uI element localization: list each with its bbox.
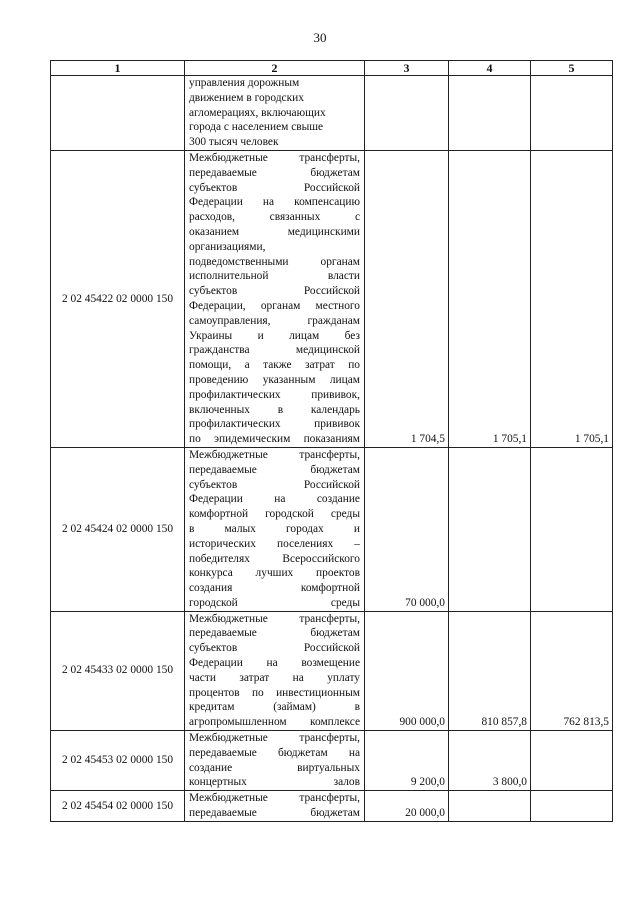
header-col-5: 5 — [531, 61, 613, 76]
description-line: создание виртуальных — [189, 761, 360, 774]
table-row — [51, 791, 613, 822]
description-line: субъектов Российской — [189, 478, 360, 491]
description — [185, 150, 365, 447]
description-line: Федерации на компенсацию — [189, 196, 360, 209]
description-line: конкурса лучших проектов — [189, 567, 360, 580]
description-line: победителях Всероссийского — [189, 552, 360, 565]
description-line: создания комфортной — [189, 582, 360, 595]
value-col-3: 70 000,0 — [365, 447, 449, 611]
description-line: Межбюджетные трансферты, — [189, 448, 360, 461]
value-col-3: 9 200,0 — [365, 731, 449, 791]
description-line: в малых городах и — [189, 522, 360, 535]
budget-code — [51, 76, 185, 151]
description-line: части затрат на уплату — [189, 671, 360, 684]
description-line: исполнительной власти — [189, 270, 360, 283]
value-col-4 — [449, 76, 531, 151]
description — [185, 447, 365, 611]
header-col-3: 3 — [365, 61, 449, 76]
description-line: Межбюджетные трансферты, — [189, 792, 360, 805]
value-col-5 — [531, 731, 613, 791]
description-line: комфортной городской среды — [189, 508, 360, 521]
table-row — [51, 447, 613, 611]
description-line: передаваемые бюджетам — [189, 627, 360, 640]
budget-code: 2 02 45424 02 0000 150 — [51, 447, 185, 611]
budget-code: 2 02 45454 02 0000 150 — [51, 791, 185, 822]
value-col-4 — [449, 447, 531, 611]
value-col-5: 762 813,5 — [531, 611, 613, 730]
description-line: профилактических прививок, — [189, 388, 360, 401]
value-col-5: 1 705,1 — [531, 150, 613, 447]
description-line: концертных залов — [189, 776, 360, 789]
table-row — [51, 731, 613, 791]
description-line: профилактических прививок — [189, 418, 360, 431]
description — [185, 76, 365, 151]
description-line: помощи, а также затрат по — [189, 359, 360, 372]
budget-code: 2 02 45433 02 0000 150 — [51, 611, 185, 730]
page-number: 30 — [313, 30, 327, 45]
description-line: гражданства медицинской — [189, 344, 360, 357]
description-line: передаваемые бюджетам — [189, 463, 360, 476]
value-col-4: 1 705,1 — [449, 150, 531, 447]
description-line: города с населением свыше — [189, 121, 324, 134]
value-col-3: 900 000,0 — [365, 611, 449, 730]
description-line: самоуправления, гражданам — [189, 314, 360, 327]
table-row — [51, 150, 613, 447]
description-line: субъектов Российской — [189, 285, 360, 298]
value-col-4: 3 800,0 — [449, 731, 531, 791]
description-line: Межбюджетные трансферты, — [189, 151, 360, 164]
description-line: процентов по инвестиционным — [189, 686, 360, 699]
description-line: оказанием медицинскими — [189, 225, 360, 238]
description-line: кредитам (займам) в — [189, 701, 360, 714]
value-col-3 — [365, 76, 449, 151]
table-row — [51, 611, 613, 730]
description-line: субъектов Российской — [189, 642, 360, 655]
description-line: Федерации на создание — [189, 493, 360, 506]
description-line: передаваемые бюджетам — [189, 807, 360, 820]
value-col-4 — [449, 791, 531, 822]
description-line: Межбюджетные трансферты, — [189, 732, 360, 745]
value-col-5 — [531, 447, 613, 611]
description-line: расходов, связанных с — [189, 211, 360, 224]
description-line: включенных в календарь — [189, 403, 360, 416]
value-col-4: 810 857,8 — [449, 611, 531, 730]
header-col-2: 2 — [185, 61, 365, 76]
description-line: исторических поселениях – — [189, 537, 360, 550]
description-line: Федерации, органам местного — [189, 299, 360, 312]
description-line: Федерации на возмещение — [189, 657, 360, 670]
description-line: движением в городских — [189, 91, 304, 104]
description-line: Украины и лицам без — [189, 329, 360, 342]
description-line: субъектов Российской — [189, 181, 360, 194]
table-row — [51, 76, 613, 151]
header-col-1: 1 — [51, 61, 185, 76]
value-col-5 — [531, 791, 613, 822]
description-line: 300 тысяч человек — [189, 136, 279, 149]
header-row — [51, 61, 613, 76]
budget-table — [50, 60, 613, 822]
description — [185, 611, 365, 730]
budget-code: 2 02 45453 02 0000 150 — [51, 731, 185, 791]
description-line: передаваемые бюджетам — [189, 166, 360, 179]
description-line: агропромышленном комплексе — [189, 716, 360, 729]
value-col-5 — [531, 76, 613, 151]
description — [185, 791, 365, 822]
description-line: агломерациях, включающих — [189, 106, 326, 119]
description-line: передаваемые бюджетам на — [189, 746, 360, 759]
description-line: по эпидемическим показаниям — [189, 433, 360, 446]
description-line: проведению указанным лицам — [189, 373, 360, 386]
description-line: управления дорожным — [189, 77, 300, 89]
description-line: организациями, — [189, 240, 266, 253]
description-line: Межбюджетные трансферты, — [189, 612, 360, 625]
value-col-3: 20 000,0 — [365, 791, 449, 822]
value-col-3: 1 704,5 — [365, 150, 449, 447]
description-line: подведомственными органам — [189, 255, 360, 268]
description — [185, 731, 365, 791]
budget-code: 2 02 45422 02 0000 150 — [51, 150, 185, 447]
description-line: городской среды — [189, 596, 360, 609]
header-col-4: 4 — [449, 61, 531, 76]
